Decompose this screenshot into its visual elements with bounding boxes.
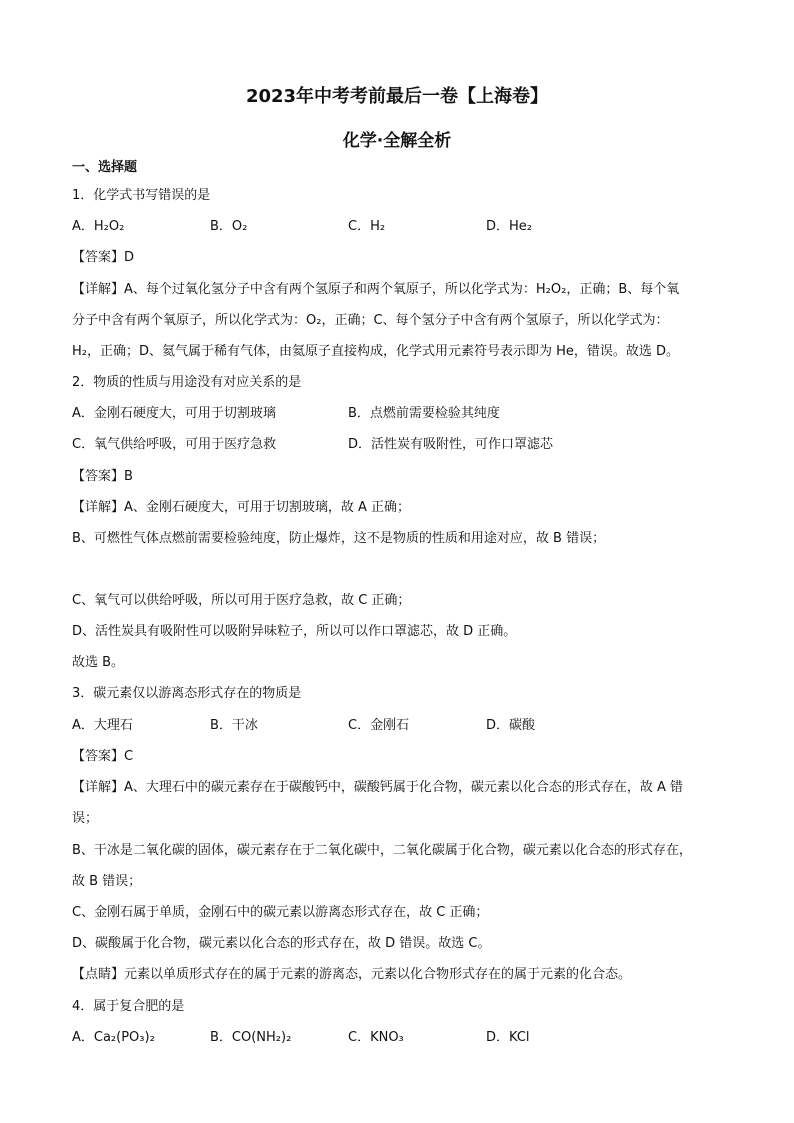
section-heading: 一、选择题 — [72, 160, 138, 175]
q2-option-d: D．活性炭有吸附性，可作口罩滤芯 — [348, 437, 554, 452]
q4-option-d: D．KCl — [486, 1030, 530, 1045]
q2-explanation-line-1: 【详解】A、金刚石硬度大，可用于切割玻璃，故 A 正确； — [72, 500, 411, 515]
q3-option-a: A．大理石 — [72, 718, 133, 733]
q3-options — [72, 716, 732, 736]
q1-explanation-line-3: H₂，正确；D、氦气属于稀有气体，由氦原子直接构成，化学式用元素符号表示即为 He，错误。故选 D。 — [72, 344, 680, 359]
q1-explanation-line-2: 分子中含有两个氧原子，所以化学式为：O₂，正确；C、每个氢分子中含有两个氢原子，所以化学式为： — [72, 313, 669, 328]
q2-explanation-line-5: 故选 B。 — [72, 655, 125, 670]
q2-option-c: C．氧气供给呼吸，可用于医疗急救 — [72, 437, 277, 452]
q3-explanation-line-4: 故 B 错误； — [72, 874, 142, 889]
q2-answer: 【答案】B — [72, 469, 133, 484]
q2-option-b: B．点燃前需要检验其纯度 — [348, 406, 500, 421]
q2-options-row-1 — [72, 404, 732, 424]
page-subtitle: 化学·全解全析 — [342, 131, 452, 151]
q1-option-a: A．H₂O₂ — [72, 219, 125, 234]
q3-explanation-line-5: C、金刚石属于单质，金刚石中的碳元素以游离态形式存在，故 C 正确； — [72, 905, 489, 920]
q1-option-d: D．He₂ — [486, 219, 532, 234]
q4-options — [72, 1028, 732, 1048]
q3-note: 【点睛】元素以单质形式存在的属于元素的游离态，元素以化合物形式存在的属于元素的化合态。 — [72, 967, 632, 982]
q2-options-row-2 — [72, 435, 732, 455]
q3-stem: 3．碳元素仅以游离态形式存在的物质是 — [72, 686, 302, 701]
q4-option-a: A．Ca₂(PO₃)₂ — [72, 1030, 155, 1045]
q4-option-b: B．CO(NH₂)₂ — [210, 1030, 292, 1045]
q3-explanation-line-1: 【详解】A、大理石中的碳元素存在于碳酸钙中，碳酸钙属于化合物，碳元素以化合态的形式存在，故 A 错 — [72, 780, 684, 795]
q4-option-c: C．KNO₃ — [348, 1030, 404, 1045]
q4-stem: 4．属于复合肥的是 — [72, 999, 185, 1014]
q3-explanation-line-6: D、碳酸属于化合物，碳元素以化合态的形式存在，故 D 错误。故选 C。 — [72, 936, 491, 951]
q2-explanation-line-4: D、活性炭具有吸附性可以吸附异味粒子，所以可以作口罩滤芯，故 D 正确。 — [72, 624, 517, 639]
q1-explanation-line-1: 【详解】A、每个过氧化氢分子中含有两个氢原子和两个氧原子，所以化学式为：H₂O₂，正确；B、每个氧 — [72, 282, 680, 297]
q3-option-b: B．干冰 — [210, 718, 258, 733]
q3-option-c: C．金刚石 — [348, 718, 410, 733]
q1-stem: 1．化学式书写错误的是 — [72, 188, 211, 203]
q2-explanation-line-2: B、可燃性气体点燃前需要检验纯度，防止爆炸，这不是物质的性质和用途对应，故 B 错误； — [72, 531, 606, 546]
q2-stem: 2．物质的性质与用途没有对应关系的是 — [72, 375, 302, 390]
q1-answer: 【答案】D — [72, 250, 135, 265]
page-title: 2023年中考考前最后一卷【上海卷】 — [245, 86, 549, 107]
q2-option-a: A．金刚石硬度大，可用于切割玻璃 — [72, 406, 276, 421]
q3-option-d: D．碳酸 — [486, 718, 536, 733]
q1-options — [72, 217, 732, 237]
q3-explanation-line-3: B、干冰是二氧化碳的固体，碳元素存在于二氧化碳中，二氧化碳属于化合物，碳元素以化合态的形式存在， — [72, 843, 692, 858]
q1-option-c: C．H₂ — [348, 219, 386, 234]
q1-option-b: B．O₂ — [210, 219, 248, 234]
q3-answer: 【答案】C — [72, 749, 134, 764]
q3-explanation-line-2: 误； — [72, 811, 99, 826]
q2-explanation-line-3: C、氧气可以供给呼吸，所以可用于医疗急救，故 C 正确； — [72, 593, 411, 608]
